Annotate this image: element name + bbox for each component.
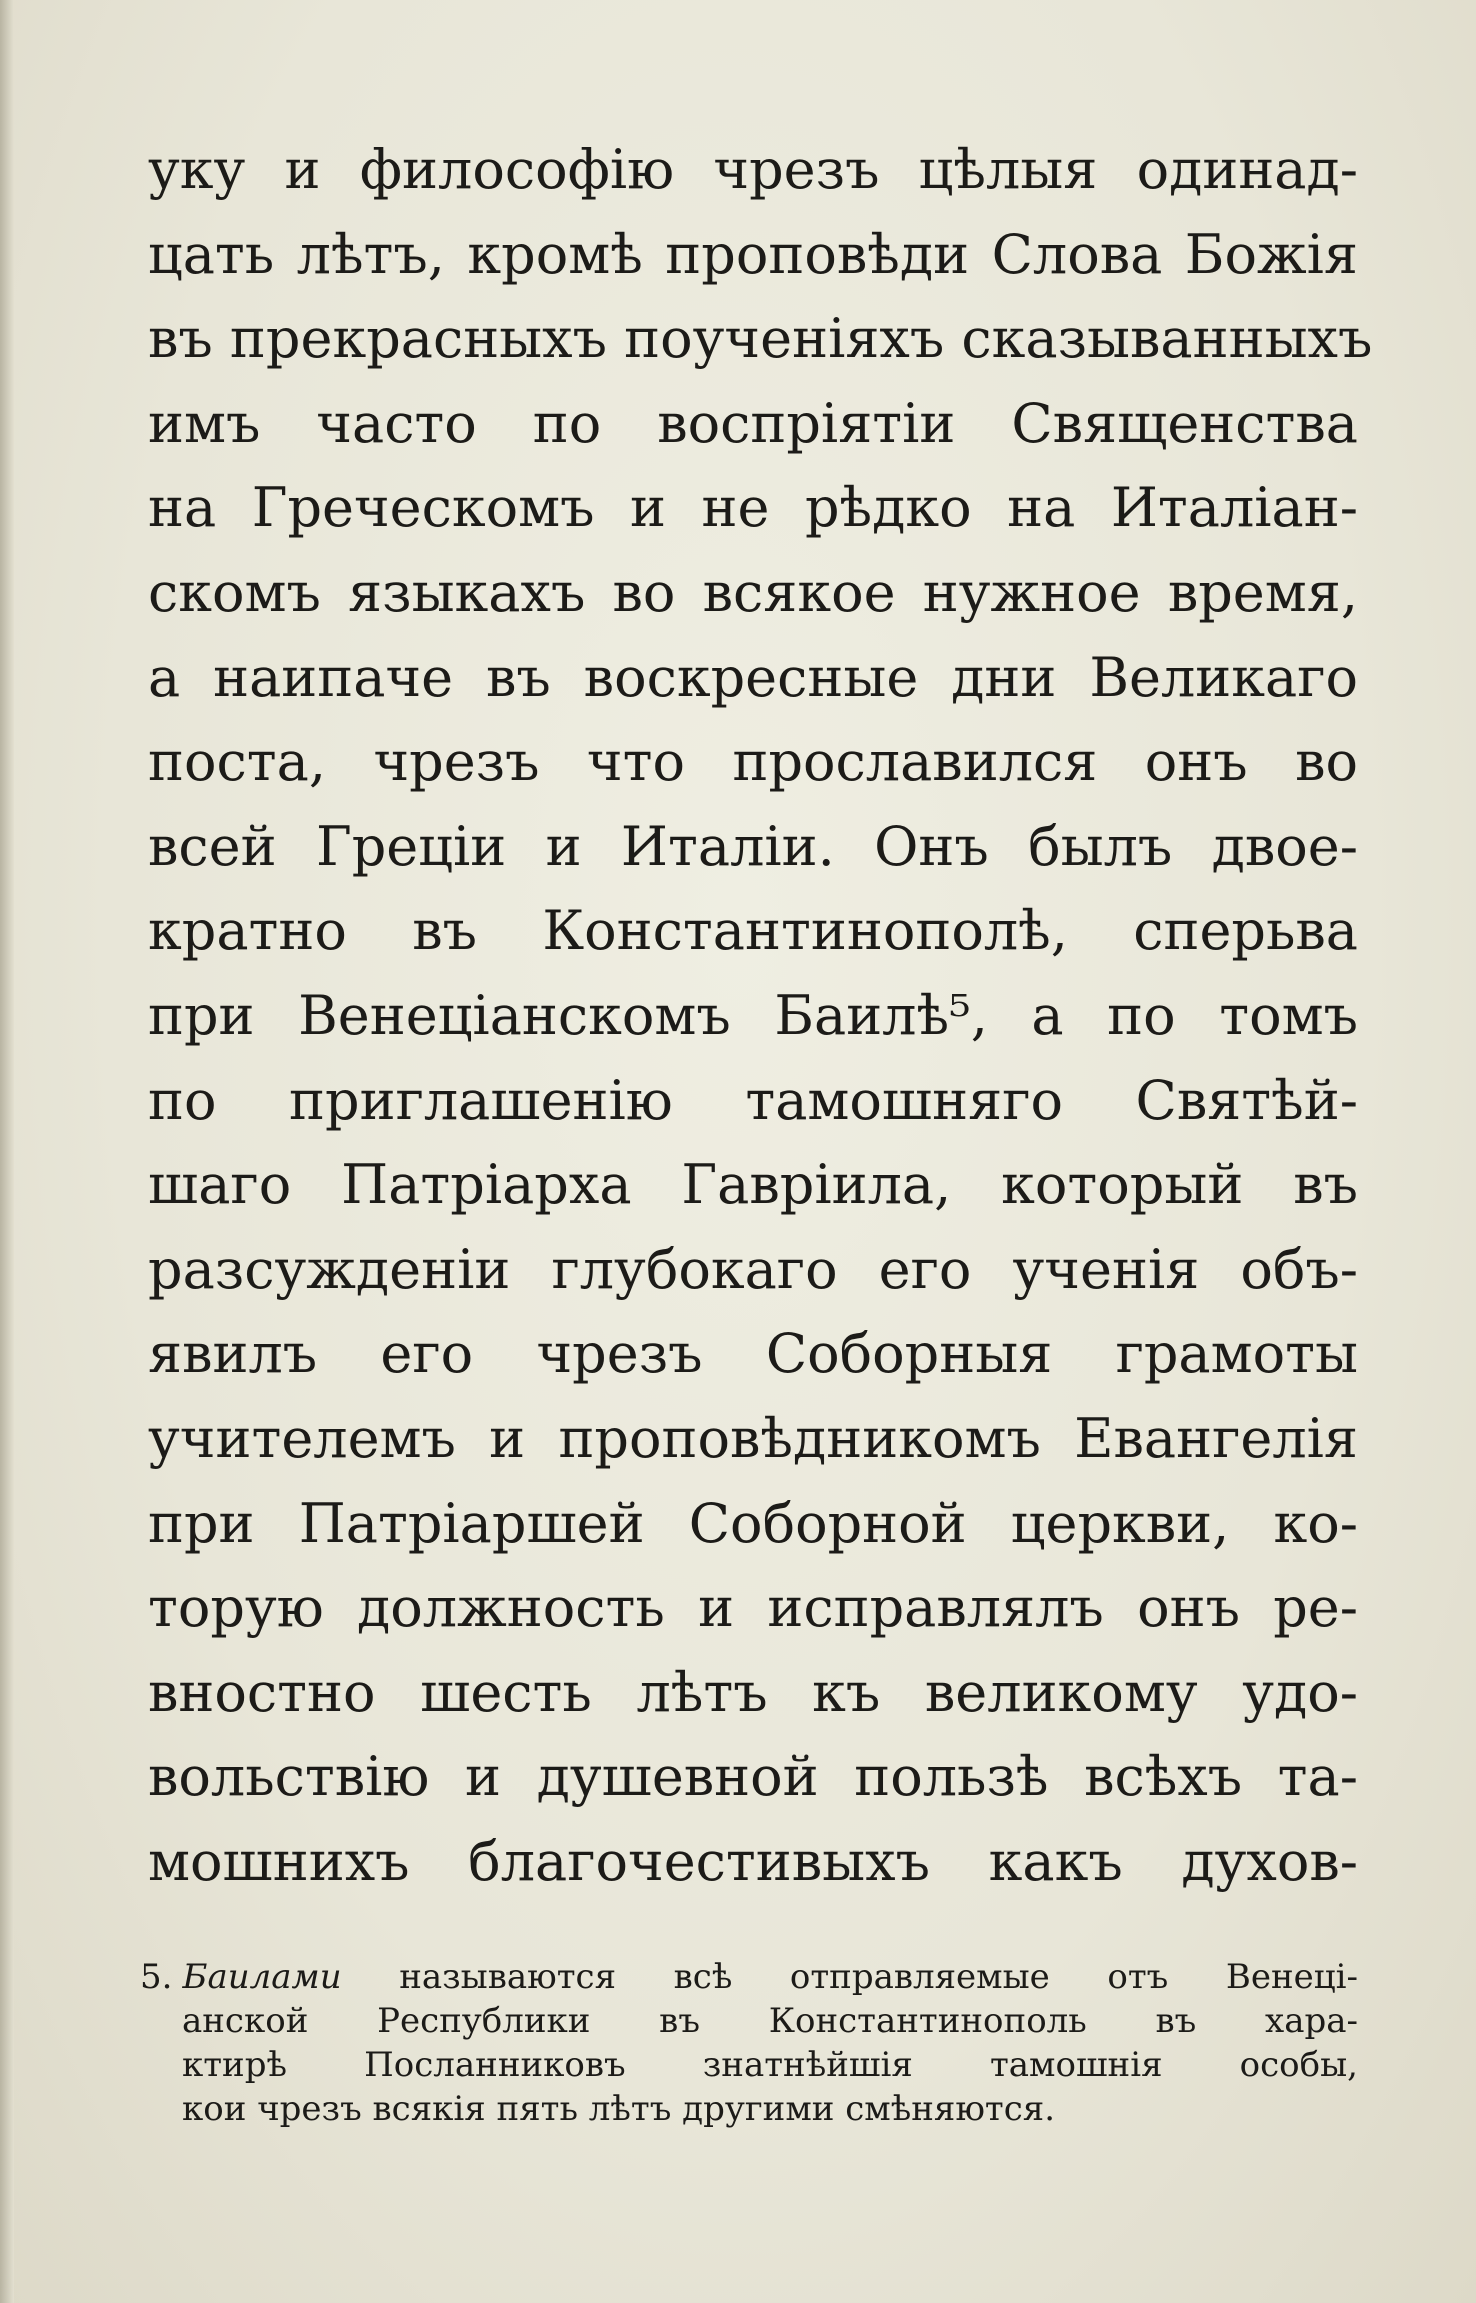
- footnote-line: анской Республики въ Константинополь въ хара-: [182, 2001, 1358, 2041]
- page-edge-shadow: [0, 0, 14, 2303]
- text-line: поста, чрезъ что прославился онъ во: [148, 730, 1358, 794]
- text-line: явилъ его чрезъ Соборныя грамоты: [148, 1322, 1358, 1386]
- text-line: а наипаче въ воскресные дни Великаго: [148, 645, 1358, 709]
- text-line: уку и философію чрезъ цѣлыя одинад-: [148, 138, 1358, 201]
- text-line: цать лѣтъ, кромѣ проповѣди Слова Божія: [148, 222, 1358, 286]
- text-line: вностно шесть лѣтъ къ великому удо-: [148, 1660, 1358, 1724]
- text-line: кратно въ Константинополѣ, сперьва: [148, 899, 1358, 963]
- text-line: на Греческомъ и не рѣдко на Италіан-: [148, 476, 1358, 540]
- text-line: мошнихъ благочестивыхъ какъ духов-: [148, 1829, 1358, 1893]
- text-line: шаго Патріарха Гавріила, который въ: [148, 1153, 1358, 1217]
- footnote-line: ктирѣ Посланниковъ знатнѣйшія тамошнія особы,: [182, 2045, 1358, 2085]
- footnote-text: называются всѣ отправляемые отъ Венеці-: [399, 1957, 1358, 1997]
- footnote-number: 5.: [140, 1957, 173, 1997]
- text-line: всей Греціи и Италіи. Онъ былъ двое-: [148, 814, 1358, 878]
- text-line: по приглашенію тамошняго Святѣй-: [148, 1068, 1358, 1132]
- text-line: торую должность и исправлялъ онъ ре-: [148, 1576, 1358, 1640]
- text-line: при Венеціанскомъ Баилѣ⁵, а по томъ: [148, 983, 1358, 1047]
- footnote-term: Баилами: [182, 1957, 342, 1997]
- main-text-block: [148, 128, 1373, 1904]
- text-line: скомъ языкахъ во всякое нужное время,: [148, 560, 1358, 624]
- text-line: при Патріаршей Соборной церкви, ко-: [148, 1491, 1358, 1555]
- footnote-line: [140, 1955, 1358, 1999]
- footnote: [140, 1955, 1358, 2131]
- text-line: учителемъ и проповѣдникомъ Евангелія: [148, 1406, 1358, 1470]
- text-line: имъ часто по воспріятіи Священства: [148, 391, 1358, 455]
- footnote-line: кои чрезъ всякія пять лѣтъ другими смѣняются.: [182, 2089, 1056, 2129]
- text-line: въ прекрасныхъ поученіяхъ сказыванныхъ: [148, 307, 1373, 371]
- text-line: разсужденіи глубокаго его ученія объ-: [148, 1237, 1358, 1301]
- text-line: вольствію и душевной пользѣ всѣхъ та-: [148, 1745, 1358, 1809]
